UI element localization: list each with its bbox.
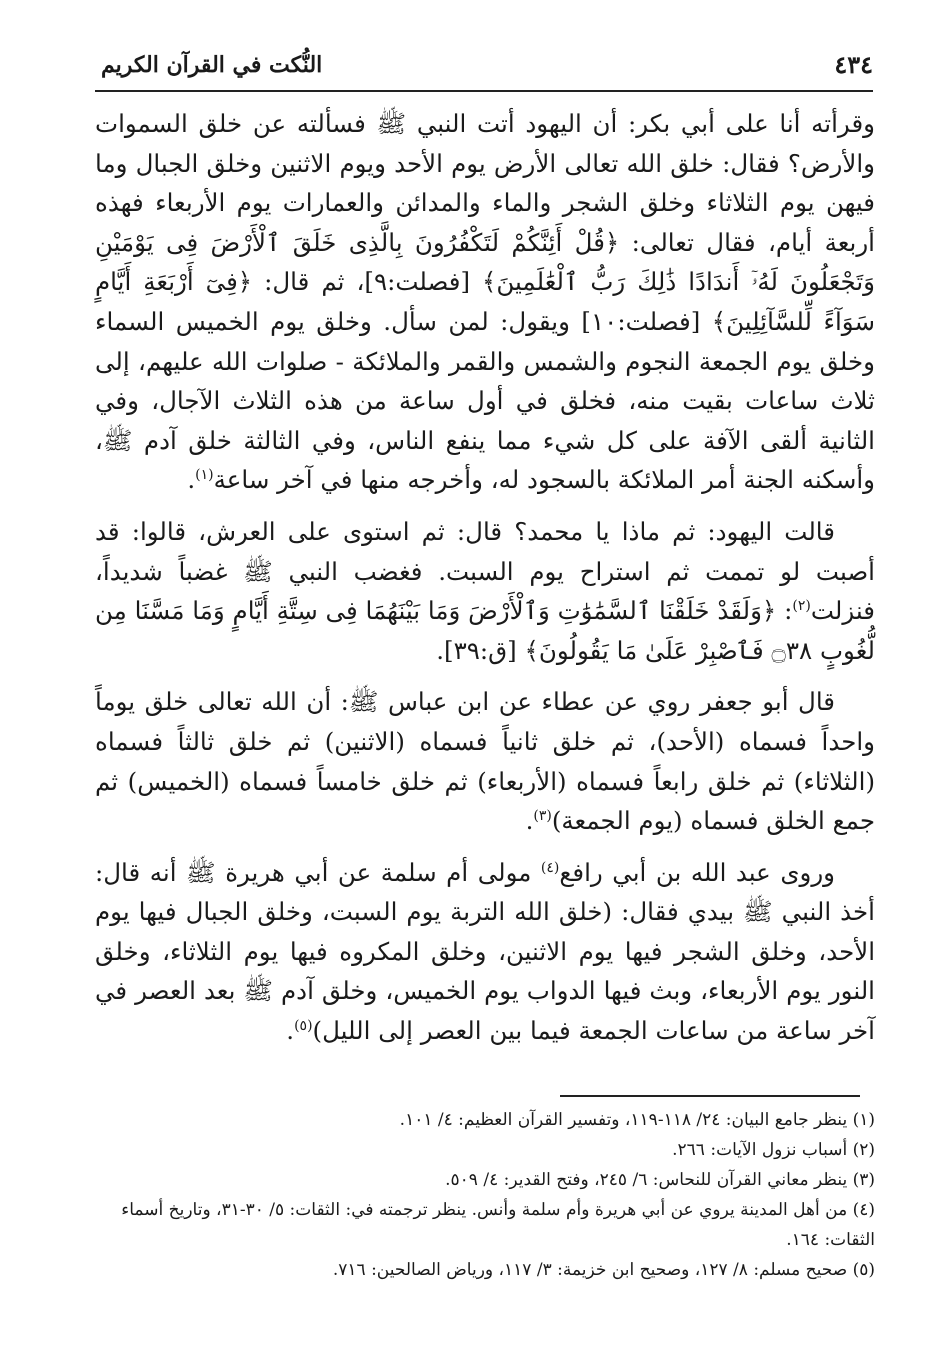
running-title: النُّكت في القرآن الكريم: [101, 52, 323, 78]
footnotes: [95, 1105, 875, 1285]
page-header: [95, 44, 873, 92]
footnote-ref-5: (٥): [294, 1017, 313, 1034]
paragraph-4-text-a: وروى عبد الله بن أبي رافع: [559, 857, 836, 887]
paragraph-4-text-b: مولى أم سلمة عن أبي هريرة ﷺ أنه قال: أخذ النبي ﷺ بيدي فقال: (خلق الله التربة يوم السبت، وخلق الجبال فيها يوم الأحد، وخلق الشجر فيها يوم الاثنين، وخلق المكروه فيها يوم الثلاثاء، وخلق النور يوم الأربعاء، وبث فيها الدواب يوم الخميس، وخلق آدم ﷺ بعد العصر في آخر ساعة من ساعات الجمعة فيما بين العصر إلى الليل): [95, 857, 875, 1046]
footnote-ref-2: (٢): [792, 597, 811, 614]
footnote-3: (٣) ينظر معاني القرآن للنحاس: ٦/ ٢٤٥، وفتح القدير: ٤/ ٥٠٩.: [445, 1170, 875, 1190]
paragraph-1: وقرأته أنا على أبي بكر: أن اليهود أتت النبي ﷺ فسألته عن خلق السموات والأرض؟ فقال: خلق الله تعالى الأرض يوم الأحد ويوم الاثنين وخلق الجبال وما فيهن يوم الثلاثاء وخلق الشجر والماء والمدائن والعمارات يوم الأربعاء فهذه أربعة أيام، فقال تعالى: ﴿قُلْ أَئِنَّكُمْ لَتَكْفُرُونَ بِالَّذِى خَلَقَ ٱلْأَرْضَ فِى يَوْمَيْنِ وَتَجْعَلُونَ لَهُۥٓ أَندَادًا ذَٰلِكَ رَبُّ ٱلْعَٰلَمِينَ﴾ [فصلت:٩]، ثم قال: ﴿فِىٓ أَرْبَعَةِ أَيَّامٍ سَوَآءً لِّلسَّآئِلِينَ﴾ [فصلت:١٠] ويقول: لمن سأل. وخلق يوم الخميس السماء وخلق يوم الجمعة النجوم والشمس والقمر والملائكة - صلوات الله عليهم، إلى ثلاث ساعات بقيت منه، فخلق في أول ساعة من هذه الثلاث الآجال، وفي الثانية ألقى الآفة على كل شيء مما ينفع الناس، وفي الثالثة خلق آدم ﷺ، وأسكنه الجنة أمر الملائكة بالسجود له، وأخرجه منها في آخر ساعة$^{(١)}$.: [95, 109, 875, 495]
footnote-ref-3: (٣): [533, 807, 552, 824]
paragraph-2-text: قالت اليهود: ثم ماذا يا محمد؟ قال: ثم استوى على العرش، قالوا: قد أصبت لو تممت ثم استراح يوم السبت. فغضب النبي ﷺ غضباً شديداً، فنزلت: [95, 516, 875, 626]
footnote-5: (٥) صحيح مسلم: ٨/ ١٢٧، وصحيح ابن خزيمة: ٣/ ١١٧، ورياض الصالحين: ٧١٦.: [332, 1260, 875, 1280]
paragraph-2: [95, 512, 875, 670]
footnote-2: (٢) أسباب نزول الآيات: ٢٦٦.: [672, 1140, 875, 1160]
quran-verse: : ﴿وَلَقَدْ خَلَقْنَا ٱلسَّمَٰوَٰتِ وَٱلْأَرْضَ وَمَا بَيْنَهُمَا فِى سِتَّةِ أَيَّامٍ وَمَا مَسَّنَا مِن لُّغُوبٍ ۝٣٨ فَٱصْبِرْ عَلَىٰ مَا يَقُولُونَ﴾ [ق:٣٩].: [95, 596, 875, 665]
paragraph-3-text: قال أبو جعفر روي عن عطاء عن ابن عباس ﷺ: أن الله تعالى خلق يوماً واحداً فسماه (الأحد)، ثم خلق ثانياً فسماه (الاثنين) ثم خلق ثالثاً فسماه (الثلاثاء) ثم خلق رابعاً فسماه (الأربعاء) ثم خلق خامساً فسماه (الخميس) ثم جمع الخلق فسماه (يوم الجمعة): [95, 687, 875, 836]
footnote-ref-4: (٤): [540, 859, 560, 876]
paragraph-4: وروى عبد الله بن أبي رافع$^{(٤)}$ مولى أم سلمة عن أبي هريرة ﷺ أنه قال: أخذ النبي ﷺ بيدي فقال: (خلق الله التربة يوم السبت، وخلق الجبال فيها يوم الأحد، وخلق الشجر فيها يوم الاثنين، وخلق المكروه فيها يوم الثلاثاء، وخلق النور يوم الأربعاء، وبث فيها الدواب يوم الخميس، وخلق آدم ﷺ بعد العصر في آخر ساعة من ساعات الجمعة فيما بين العصر إلى الليل)$^{(٥)}$.: [95, 857, 875, 1046]
footnote-ref-1: (١): [195, 467, 214, 484]
footnote-divider: [560, 1095, 860, 1097]
page-number: ٤٣٤: [834, 50, 873, 79]
paragraph-3: قال أبو جعفر روي عن عطاء عن ابن عباس ﷺ: أن الله تعالى خلق يوماً واحداً فسماه (الأحد)، ثم خلق ثانياً فسماه (الاثنين) ثم خلق ثالثاً فسماه (الثلاثاء) ثم خلق رابعاً فسماه (الأربعاء) ثم خلق خامساً فسماه (الخميس) ثم جمع الخلق فسماه (يوم الجمعة)$^{(٣)}$.: [95, 687, 875, 836]
paragraph-1-text: وقرأته أنا على أبي بكر: أن اليهود أتت النبي ﷺ فسألته عن خلق السموات والأرض؟ فقال: خلق الله تعالى الأرض يوم الأحد ويوم الاثنين وخلق الجبال وما فيهن يوم الثلاثاء وخلق الشجر والماء والمدائن والعمارات يوم الأربعاء فهذه أربعة أيام، فقال تعالى: ﴿قُلْ أَئِنَّكُمْ لَتَكْفُرُونَ بِالَّذِى خَلَقَ ٱلْأَرْضَ فِى يَوْمَيْنِ وَتَجْعَلُونَ لَهُۥٓ أَندَادًا ذَٰلِكَ رَبُّ ٱلْعَٰلَمِينَ﴾ [فصلت:٩]، ثم قال: ﴿فِىٓ أَرْبَعَةِ أَيَّامٍ سَوَآءً لِّلسَّآئِلِينَ﴾ [فصلت:١٠] ويقول: لمن سأل. وخلق يوم الخميس السماء وخلق يوم الجمعة النجوم والشمس والقمر والملائكة - صلوات الله عليهم، إلى ثلاث ساعات بقيت منه، فخلق في أول ساعة من هذه الثلاث الآجال، وفي الثانية ألقى الآفة على كل شيء مما ينفع الناس، وفي الثالثة خلق آدم ﷺ، وأسكنه الجنة أمر الملائكة بالسجود له، وأخرجه منها في آخر ساعة: [95, 109, 875, 495]
footnote-4: (٤) من أهل المدينة يروي عن أبي هريرة وأم سلمة وأنس. ينظر ترجمته في: الثقات: ٥/ ٣٠-٣١، وتاريخ أسماء الثقات: ١٦٤.: [121, 1200, 875, 1250]
main-text: [95, 104, 875, 1063]
footnote-1: (١) ينظر جامع البيان: ٢٤/ ١١٨-١١٩، وتفسير القرآن العظيم: ٤/ ١٠١.: [399, 1110, 875, 1130]
